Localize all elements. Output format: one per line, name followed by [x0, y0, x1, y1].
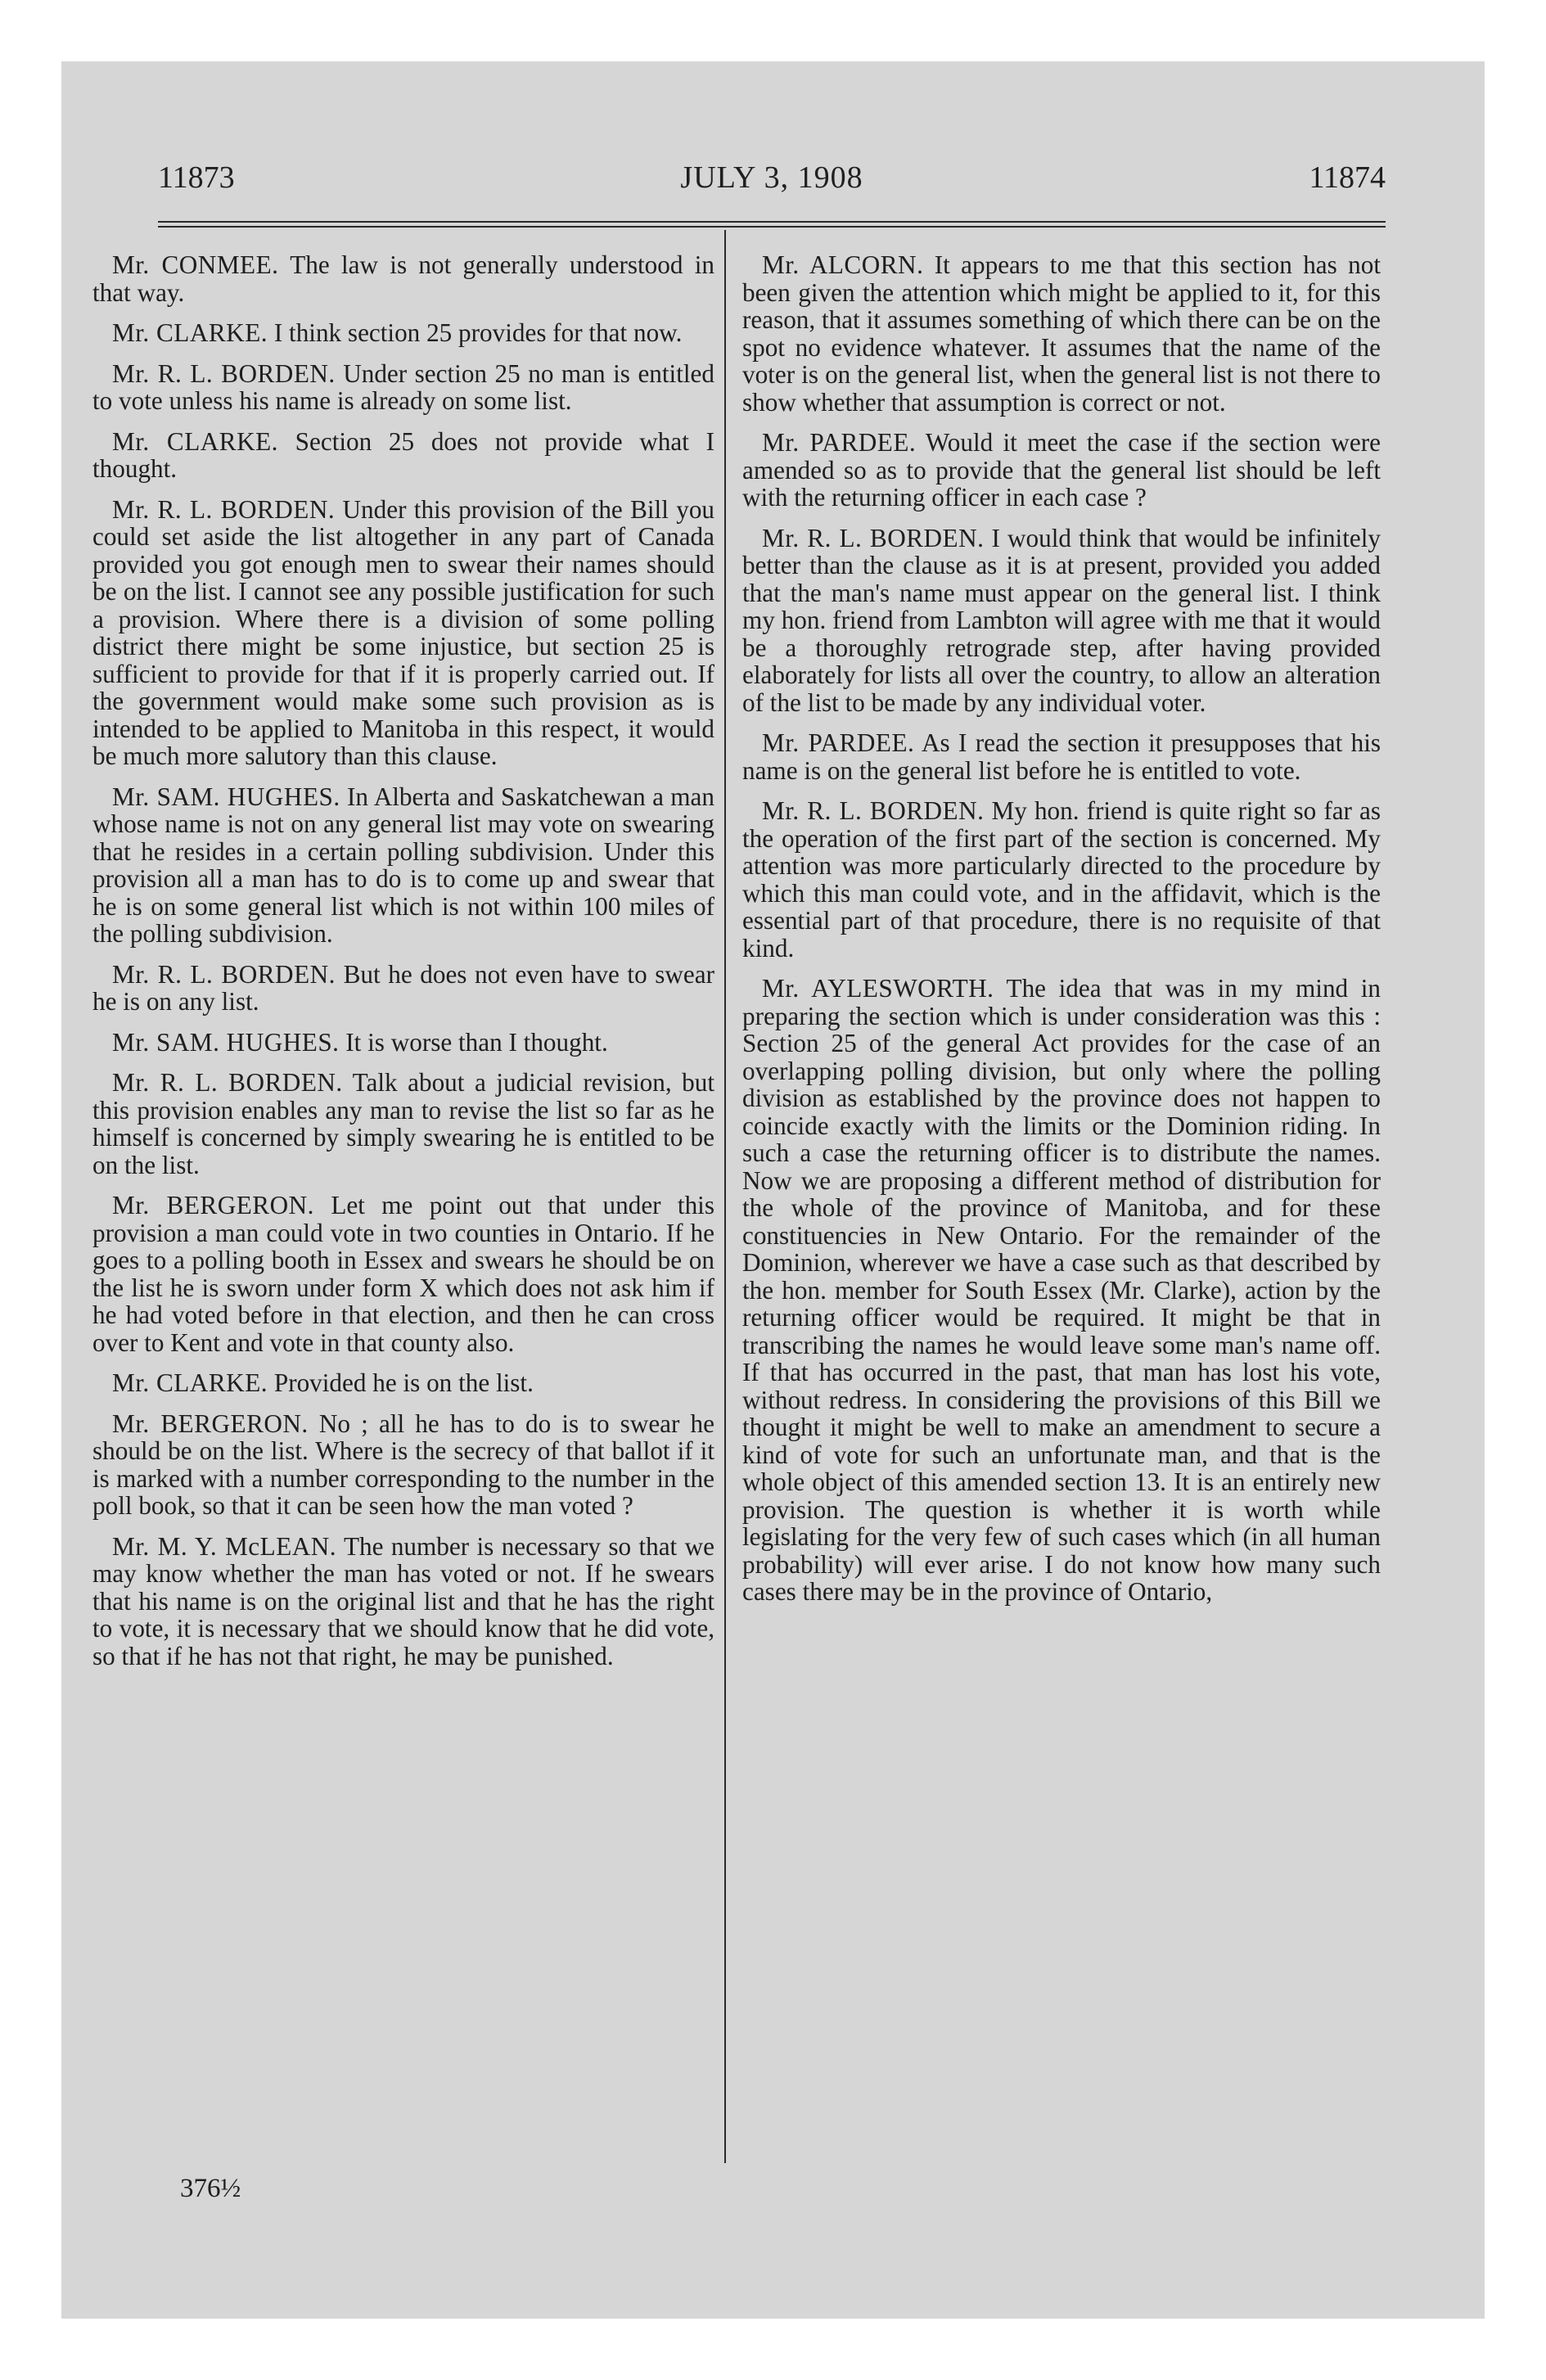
speaker-name: Mr. R. L. BORDEN.: [762, 796, 985, 825]
speech-text: The law is not generally understood in that way.: [92, 250, 715, 307]
speech-text: In Alberta and Saskatchewan a man whose name is not on any general list may vote on swearing that he resides in a certain polling subdivision. Under this provision all a man has to do is to come up and swear that he is on some general list which is not within 100 miles of the polling subdivision.: [92, 782, 714, 948]
speech-text: My hon. friend is quite right so far as the operation of the first part of the section is concerned. My attention was more particularly directed to the procedure by which this man could vote, and in the affidavit, which is the essential part of that procedure, there is no requisite of that kind.: [742, 796, 1381, 962]
header-rule-bottom: [158, 226, 1386, 228]
speaker-name: Mr. PARDEE.: [762, 428, 917, 457]
page-sheet: [61, 61, 1485, 2319]
speech-text: Under section 25 no man is entitled to vote unless his name is already on some list.: [92, 358, 714, 415]
speech-text: Under this provision of the Bill you could set aside the list altogether in any part of Canada provided you got enough men to swear their names should be on the list. I cannot see any possible justification for such a provision. Where there is a division of some polling district there might be some injustice, but section 25 is sufficient to provide for that if it is properly carried out. If the government would make some such provision as is intended to be applied to Manitoba in this respect, it would be much more salutory than this clause.: [92, 494, 715, 770]
left-column: [92, 251, 714, 1683]
speech-paragraph: [742, 975, 1381, 1606]
page-number-left: 11873: [158, 160, 235, 195]
speech-text: I think section 25 provides for that now.: [273, 318, 683, 347]
speech-text: As I read the section it presupposes that his name is on the general list before he is entitled to vote.: [742, 728, 1381, 785]
speech-paragraph: [92, 319, 714, 347]
speech-paragraph: [92, 1069, 714, 1179]
speaker-name: Mr. CLARKE.: [112, 318, 268, 347]
speech-text: Talk about a judicial revision, but this provision enables any man to revise the list so far as he himself is concerned by simply swearing he is entitled to be on the list.: [92, 1068, 714, 1179]
speech-paragraph: [92, 251, 714, 306]
speech-text: The number is necessary so that we may know whether the man has voted or not. If he swears that his name is on the original list and that he has the right to vote, it is necessary that we should know that he did vote, so that if he has not that right, he may be punished.: [92, 1531, 714, 1670]
speaker-name: Mr. AYLESWORTH.: [762, 974, 994, 1003]
speaker-name: Mr. SAM. HUGHES.: [112, 1027, 340, 1057]
speaker-name: Mr. ALCORN.: [762, 250, 924, 279]
speech-paragraph: [92, 1410, 714, 1520]
header-rule-top: [158, 221, 1386, 223]
speech-paragraph: [742, 429, 1381, 512]
speech-paragraph: [742, 729, 1381, 784]
page-header: [158, 160, 1386, 209]
column-divider: [724, 230, 726, 2163]
speaker-name: Mr. R. L. BORDEN.: [112, 1068, 343, 1097]
speaker-name: Mr. CLARKE.: [112, 1368, 268, 1397]
speech-paragraph: [92, 428, 714, 483]
speaker-name: Mr. BERGERON.: [112, 1409, 309, 1438]
speaker-name: Mr. R. L. BORDEN.: [112, 358, 336, 388]
page-date: JULY 3, 1908: [680, 160, 863, 195]
speech-paragraph: [742, 251, 1381, 416]
speech-paragraph: [92, 1533, 714, 1670]
speech-text: Section 25 does not provide what I thought.: [92, 426, 714, 483]
speech-text: The idea that was in my mind in preparing the section which is under consideration was this : Section 25 of the general Act provides for the case of an overlapping polling division, but only where the polling division as established by the province does not happen to coincide exactly with the limits or the Dominion riding. In such a case the returning officer is to distribute the names. Now we are proposing a different method of distribution for the whole of the province of Manitoba, and for these constituencies in New Ontario. For the remainder of the Dominion, wherever we have a case such as that described by the hon. member for South Essex (Mr. Clarke), action by the returning officer would be required. It might be that in transcribing the names he would leave some man's name off. If that has occurred in the past, that man has lost his vote, without redress. In considering the provisions of this Bill we thought it might be well to make an amendment to secure a kind of vote for such an unfortunate man, and that is the whole object of this amended section 13. It is an entirely new provision. The question is whether it is worth while legislating for the very few of such cases which (in all human probability) will ever arise. I do not know how many such cases there may be in the province of Ontario,: [742, 974, 1381, 1606]
speech-text: Would it meet the case if the section were amended so as to provide that the general list should be left with the returning officer in each case ?: [742, 428, 1381, 512]
right-column: [742, 251, 1381, 1619]
speaker-name: Mr. R. L. BORDEN.: [112, 959, 336, 989]
speech-text: No ; all he has to do is to swear he should be on the list. Where is the secrecy of that ballot if it is marked with a number corresponding to the number in the poll book, so that it can be seen how the man voted ?: [92, 1409, 714, 1520]
speech-paragraph: [92, 1029, 714, 1057]
speech-paragraph: [92, 1369, 714, 1397]
speech-paragraph: [742, 797, 1381, 962]
speech-text: But he does not even have to swear he is on any list.: [92, 959, 714, 1016]
speech-text: Let me point out that under this provision a man could vote in two counties in Ontario. If he goes to a polling booth in Essex and swears he should be on the list he is sworn under form X which does not ask him if he had voted before in that election, and then he can cross over to Kent and vote in that county also.: [92, 1191, 714, 1357]
speaker-name: Mr. PARDEE.: [762, 728, 915, 757]
speech-text: Provided he is on the list.: [273, 1368, 534, 1397]
speech-text: It is worse than I thought.: [345, 1027, 608, 1057]
speaker-name: Mr. CLARKE.: [112, 426, 278, 456]
speech-paragraph: [92, 961, 714, 1016]
page-number-right: 11874: [1309, 160, 1386, 195]
speech-text: I would think that would be infinitely better than the clause as it is at present, provided you added that the man's name must appear on the general list. I think my hon. friend from Lambton will agree with me that it would be a thoroughly retrograde step, after having provided elaborately for lists all over the country, to allow an alteration of the list to be made by any individual voter.: [742, 523, 1381, 717]
speaker-name: Mr. M. Y. McLEAN.: [112, 1531, 337, 1561]
speech-text: It appears to me that this section has not been given the attention which might be applied to it, for this reason, that it assumes something of which there can be on the spot no evidence whatever. It assumes that the name of the voter is on the general list, when the general list is not there to show whether that assumption is correct or not.: [742, 250, 1381, 417]
speaker-name: Mr. R. L. BORDEN.: [112, 494, 336, 524]
speaker-name: Mr. BERGERON.: [112, 1191, 314, 1219]
speech-paragraph: [742, 525, 1381, 717]
speech-paragraph: [92, 783, 714, 948]
speech-paragraph: [92, 360, 714, 415]
speaker-name: Mr. CONMEE.: [112, 250, 279, 279]
signature-mark: 376½: [180, 2174, 241, 2203]
speaker-name: Mr. SAM. HUGHES.: [112, 782, 340, 811]
speech-paragraph: [92, 1192, 714, 1356]
speech-paragraph: [92, 496, 714, 770]
speaker-name: Mr. R. L. BORDEN.: [762, 523, 985, 552]
